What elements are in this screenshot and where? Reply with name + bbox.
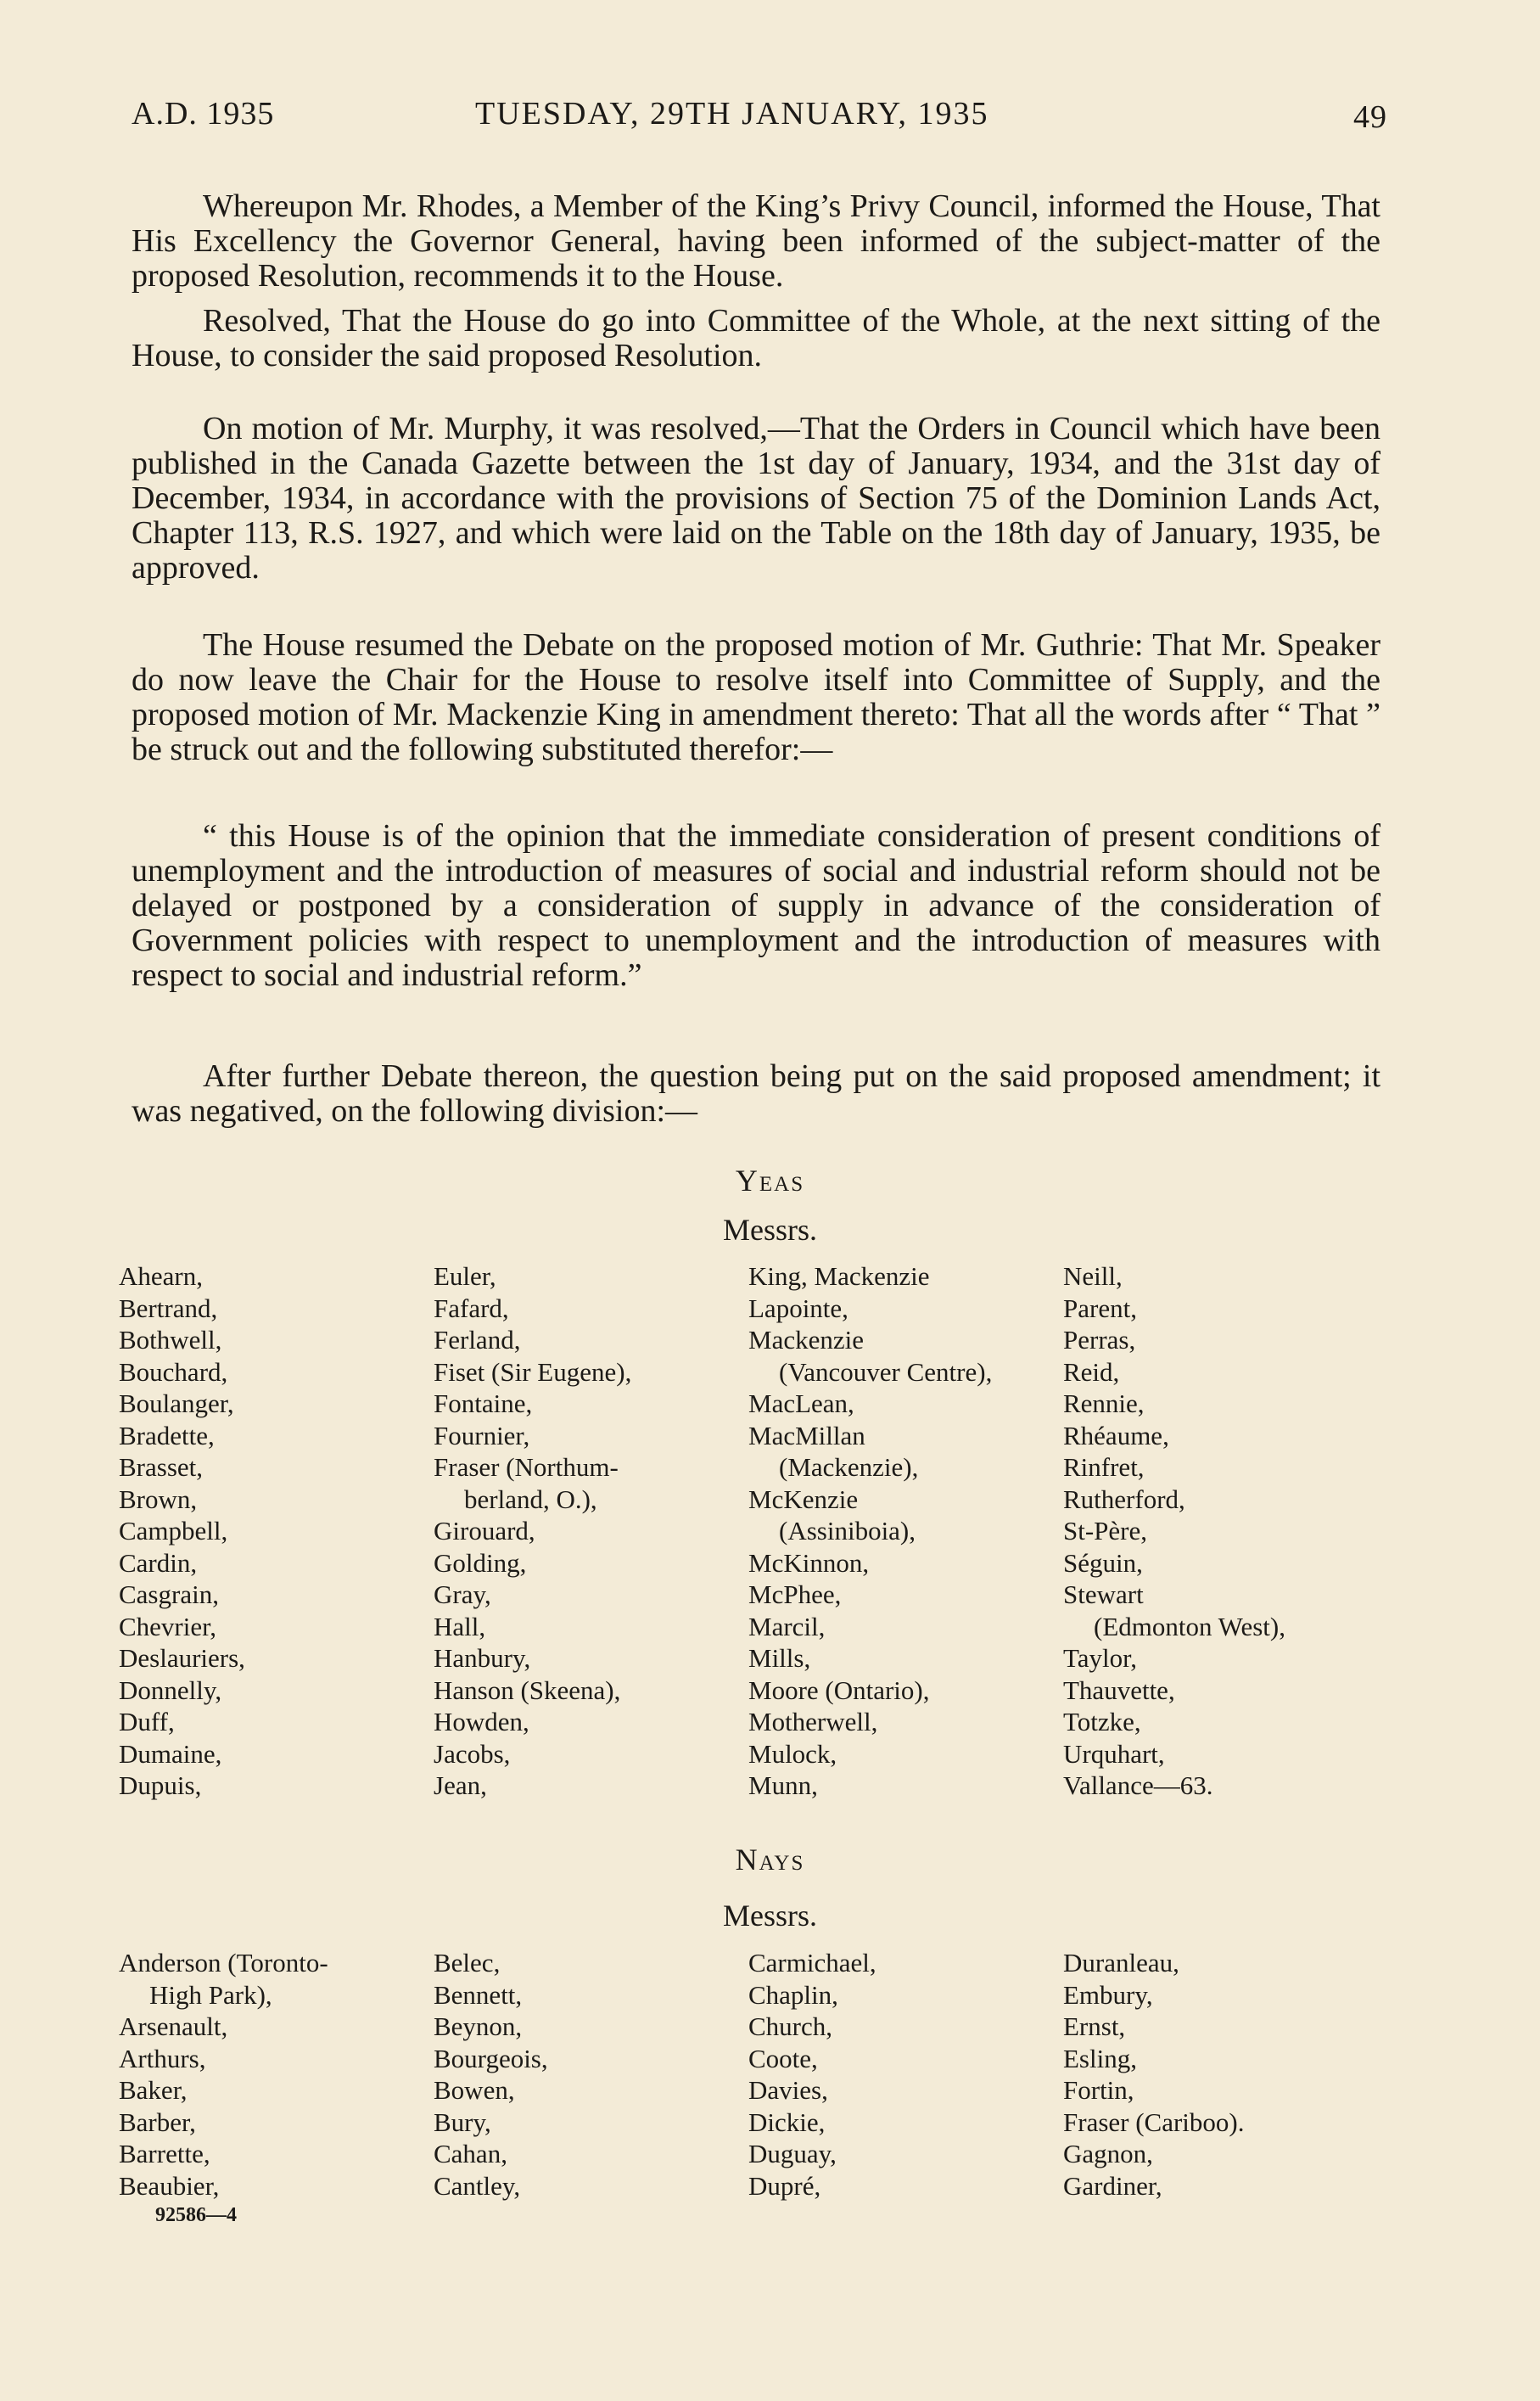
member-name: Chaplin, bbox=[748, 1979, 838, 2010]
member-name: Bowen, bbox=[434, 2075, 515, 2105]
member-name: McKinnon, bbox=[748, 1547, 870, 1578]
member-name: Stewart bbox=[1063, 1579, 1144, 1609]
member-name: Fraser (Cariboo). bbox=[1063, 2106, 1245, 2137]
member-name: Donnelly, bbox=[119, 1675, 222, 1705]
paragraph-recommendation: Whereupon Mr. Rhodes, a Member of the King’s Privy Council, informed the House, That His Excellency the Governor General, having been informed of the subject-matter of the proposed Resolution, recommends it to the House. bbox=[132, 188, 1380, 294]
paragraph-resolved: Resolved, That the House do go into Committee of the Whole, at the next sitting of the House, to consider the said proposed Resolution. bbox=[132, 303, 1380, 373]
member-name: King, Mackenzie bbox=[748, 1261, 930, 1291]
member-name: Hanson (Skeena), bbox=[434, 1675, 621, 1705]
nays-heading: Nays bbox=[735, 1843, 805, 1876]
member-name: Beynon, bbox=[434, 2011, 523, 2041]
member-name: Cardin, bbox=[119, 1547, 198, 1578]
yeas-messrs: Messrs. bbox=[722, 1213, 817, 1247]
member-name: berland, O.), bbox=[464, 1484, 597, 1514]
member-name: Davies, bbox=[748, 2075, 828, 2105]
member-name: Fafard, bbox=[434, 1293, 509, 1323]
member-name: Cahan, bbox=[434, 2139, 507, 2168]
member-name: Bennett, bbox=[434, 1979, 523, 2010]
member-name: Reid, bbox=[1063, 1356, 1120, 1387]
member-name: Ferland, bbox=[434, 1325, 521, 1355]
member-name: Dupré, bbox=[748, 2170, 821, 2201]
member-name: Euler, bbox=[434, 1261, 496, 1291]
yeas-column-3 bbox=[748, 1260, 992, 1802]
page-number: 49 bbox=[1353, 99, 1387, 135]
member-name: Church, bbox=[748, 2011, 833, 2041]
member-name: MacLean, bbox=[748, 1388, 854, 1418]
member-name: Coote, bbox=[748, 2043, 818, 2073]
yeas-column-4 bbox=[1063, 1260, 1285, 1802]
member-name: Taylor, bbox=[1063, 1643, 1137, 1673]
member-name: Fraser (Northum- bbox=[434, 1452, 619, 1482]
member-name: Brasset, bbox=[119, 1452, 204, 1482]
member-name: Neill, bbox=[1063, 1261, 1123, 1291]
member-name: High Park), bbox=[149, 1979, 272, 2010]
member-name: Arsenault, bbox=[119, 2011, 228, 2041]
nays-column-4 bbox=[1063, 1947, 1245, 2202]
member-name: Rennie, bbox=[1063, 1388, 1145, 1418]
member-name: Hall, bbox=[434, 1611, 486, 1641]
member-name: Barrette, bbox=[119, 2139, 210, 2168]
member-name: Séguin, bbox=[1063, 1547, 1143, 1578]
member-name: Gardiner, bbox=[1063, 2170, 1162, 2201]
member-name: (Vancouver Centre), bbox=[779, 1356, 993, 1387]
yeas-column-1 bbox=[119, 1260, 245, 1802]
nays-column-1 bbox=[119, 1947, 328, 2202]
member-name: Fontaine, bbox=[434, 1388, 533, 1418]
member-name: Duguay, bbox=[748, 2139, 837, 2168]
nays-column-3 bbox=[748, 1947, 876, 2202]
member-name: Thauvette, bbox=[1063, 1675, 1175, 1705]
member-name: Dumaine, bbox=[119, 1738, 222, 1769]
member-name: Motherwell, bbox=[748, 1707, 878, 1736]
member-name: Bothwell, bbox=[119, 1325, 222, 1355]
member-name: Gagnon, bbox=[1063, 2139, 1153, 2168]
member-name: McKenzie bbox=[748, 1484, 859, 1514]
member-name: Beaubier, bbox=[119, 2170, 220, 2201]
member-name: Bradette, bbox=[119, 1420, 215, 1450]
member-name: (Mackenzie), bbox=[779, 1452, 919, 1482]
member-name: Munn, bbox=[748, 1770, 818, 1800]
member-name: Jean, bbox=[434, 1770, 487, 1800]
member-name: Brown, bbox=[119, 1484, 198, 1514]
member-name: Jacobs, bbox=[434, 1738, 511, 1769]
header-date: TUESDAY, 29TH JANUARY, 1935 bbox=[475, 96, 989, 132]
member-name: Bourgeois, bbox=[434, 2043, 548, 2073]
paragraph-orders-in-council: On motion of Mr. Murphy, it was resolved,—That the Orders in Council which have been published in the Canada Gazette between the 1st day of January, 1934, and the 31st day of December, 1934, in accordance with the provisions of Section 75 of the Dominion Lands Act, Chapter 113, R.S. 1927, and which were laid on the Table on the 18th day of January, 1935, be approved. bbox=[132, 411, 1380, 586]
member-name: Rhéaume, bbox=[1063, 1420, 1169, 1450]
member-name: Fournier, bbox=[434, 1420, 530, 1450]
member-name: Esling, bbox=[1063, 2043, 1137, 2073]
paragraph-division: After further Debate thereon, the question being put on the said proposed amendment; it was negatived, on the following division:— bbox=[132, 1058, 1380, 1129]
member-name: Gray, bbox=[434, 1579, 491, 1609]
member-name: Carmichael, bbox=[748, 1948, 876, 1977]
member-name: Dupuis, bbox=[119, 1770, 202, 1800]
member-name: Embury, bbox=[1063, 1979, 1153, 2010]
member-name: Mulock, bbox=[748, 1738, 837, 1769]
member-name: Anderson (Toronto- bbox=[119, 1948, 328, 1977]
member-name: Arthurs, bbox=[119, 2043, 206, 2073]
member-name: Bertrand, bbox=[119, 1293, 218, 1323]
member-name: Duranleau, bbox=[1063, 1948, 1179, 1977]
member-name: Dickie, bbox=[748, 2106, 826, 2137]
member-name: (Edmonton West), bbox=[1094, 1611, 1285, 1641]
member-name: Girouard, bbox=[434, 1516, 535, 1546]
member-name: St-Père, bbox=[1063, 1516, 1148, 1546]
member-name: Baker, bbox=[119, 2075, 188, 2105]
paragraph-amendment-quote: “ this House is of the opinion that the immediate consideration of present conditions of unemployment and the introduction of measures of social and industrial reform should not be delayed or postponed by a consideration of supply in advance of the consideration of Government policies with respect to unemployment and the introduction of measures with respect to social and industrial reform.” bbox=[132, 818, 1380, 993]
member-name: Boulanger, bbox=[119, 1388, 234, 1418]
member-name: Vallance—63. bbox=[1063, 1770, 1213, 1800]
member-name: Chevrier, bbox=[119, 1611, 216, 1641]
member-name: Parent, bbox=[1063, 1293, 1137, 1323]
member-name: Lapointe, bbox=[748, 1293, 848, 1323]
header-year: A.D. 1935 bbox=[132, 96, 275, 132]
member-name: Golding, bbox=[434, 1547, 527, 1578]
member-name: Howden, bbox=[434, 1707, 529, 1736]
member-name: Fiset (Sir Eugene), bbox=[434, 1356, 632, 1387]
member-name: Casgrain, bbox=[119, 1579, 219, 1609]
member-name: MacMillan bbox=[748, 1420, 865, 1450]
yeas-column-2 bbox=[434, 1260, 631, 1802]
member-name: Perras, bbox=[1063, 1325, 1136, 1355]
member-name: Belec, bbox=[434, 1948, 501, 1977]
member-name: McPhee, bbox=[748, 1579, 842, 1609]
member-name: Moore (Ontario), bbox=[748, 1675, 930, 1705]
member-name: Campbell, bbox=[119, 1516, 228, 1546]
member-name: Rinfret, bbox=[1063, 1452, 1145, 1482]
member-name: Mackenzie bbox=[748, 1325, 864, 1355]
member-name: Cantley, bbox=[434, 2170, 521, 2201]
member-name: Totzke, bbox=[1063, 1707, 1141, 1736]
member-name: Ernst, bbox=[1063, 2011, 1126, 2041]
member-name: Urquhart, bbox=[1063, 1738, 1165, 1769]
member-name: Hanbury, bbox=[434, 1643, 531, 1673]
page-header bbox=[132, 95, 1387, 146]
member-name: Bury, bbox=[434, 2106, 491, 2137]
member-name: Ahearn, bbox=[119, 1261, 203, 1291]
paragraph-debate: The House resumed the Debate on the proposed motion of Mr. Guthrie: That Mr. Speaker do now leave the Chair for the House to resolve itself into Committee of Supply, and the proposed motion of Mr. Mackenzie King in amendment thereto: That all the words after “ That ” be struck out and the following substituted therefor:— bbox=[132, 627, 1380, 767]
nays-messrs: Messrs. bbox=[722, 1899, 817, 1933]
member-name: Bouchard, bbox=[119, 1356, 228, 1387]
member-name: Mills, bbox=[748, 1643, 811, 1673]
printer-signature: 92586—4 bbox=[155, 2204, 237, 2226]
member-name: Fortin, bbox=[1063, 2075, 1134, 2105]
member-name: Deslauriers, bbox=[119, 1643, 245, 1673]
member-name: Duff, bbox=[119, 1707, 175, 1736]
yeas-heading: Yeas bbox=[735, 1164, 805, 1198]
member-name: Marcil, bbox=[748, 1611, 826, 1641]
member-name: Barber, bbox=[119, 2106, 196, 2137]
nays-column-2 bbox=[434, 1947, 548, 2202]
member-name: Rutherford, bbox=[1063, 1484, 1185, 1514]
member-name: (Assiniboia), bbox=[779, 1516, 916, 1546]
